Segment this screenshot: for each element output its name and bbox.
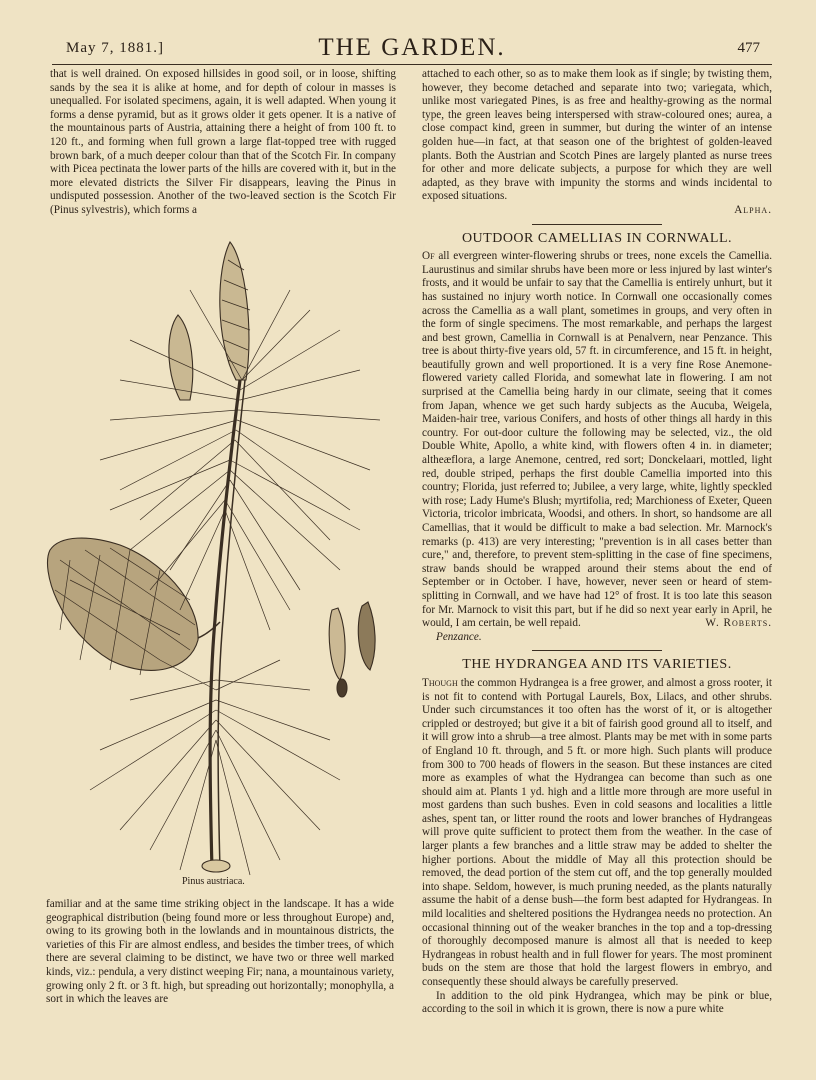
hydrangea-first-word: Though	[422, 676, 458, 689]
divider	[532, 224, 662, 225]
page-header	[52, 34, 772, 65]
hydrangea-body	[422, 677, 772, 990]
right-column	[422, 68, 772, 1017]
camellias-body	[422, 250, 772, 631]
hydrangea-heading: THE HYDRANGEA AND ITS VARIETIES.	[462, 657, 732, 673]
pinus-austriaca-illustration	[40, 230, 400, 880]
left-column-top	[50, 68, 396, 218]
hydrangea-text: the common Hydrangea is a free grower, and almost a gross rooter, it is not fit to contend with Portugal Laurels, Box, Lilacs, and other shrubs. Under such circumstances it too often has the worst of it, or is altogether crippled or destroyed; but give it a bit of fairish good ground all to itself, and it will grow into a shrub—a tree almost. Plants may be met with in some parts of England 10 ft. through, and 5 ft. or more high. Such plants will produce from 300 to 700 heads of flowers in the season. But these instances are cited more as examples of what the Hydrangea can become than such as one should aim at. Plants 1 yd. high and a little more through are more useful in most gardens than such bushes. Even in cold seasons and localities a little ashes, spent tan, or litter round the roots and lower branches of Hydrangeas will prove quite sufficient to protect them from the weather. In the case of larger plants a few branches and a little straw may be added to shelter the higher portions. About the middle of May all this protection should be removed, the dead portion of the stem cut off, and the top generally moulded into shape. Seldom, however, is much pruning needed, as the plants naturally assume the habit of a dense bush—the form best adapted for Hydrangeas. In mild localities and sheltered positions the Hydrangea needs no protection. An occasional thinning out of the weaker branches in the top and a top-dressing of thoroughly decomposed manure is almost all that is needed to keep Hydrangeas in robust health and in full flower for years. The most prominent buds on the stem are those that hold the largest flowers in embryo, and consequently these should always be carefully preserved.	[422, 676, 772, 988]
pine-paragraph-2: familiar and at the same time striking object in the landscape. It has a wide geographical distribution (being found more or less throughout Europe) and, owing to its growing both in the lowlands and in mountainous districts, the varieties of this Fir are almost endless, and besides the timber trees, of which there are several claiming to be distinct, we have two or three well marked kinds, viz.: pendula, a very distinct weeping Fir; nana, a mountainous variety, growing only 2 ft. or 3 ft. high, but spreading out horizontally; monophylla, a sort in which the leaves are	[46, 898, 394, 1006]
header-title: THE GARDEN.	[318, 34, 506, 61]
pine-paragraph-1: that is well drained. On exposed hillsides in good soil, or in loose, shifting sands by the sea it is alike at home, and for depth of colour in masses is unequalled. For isolated specimens, again, it is well adapted. When young it forms a dense pyramid, but as it grows older it gets opener. It is a native of the mountainous parts of Austria, attaining there a height of from 100 ft. to 120 ft., and forming when full grown a large flat-topped tree with rugged brown bark, of a much deeper colour than that of the Scotch Fir. In company with Picea pectinata the lower parts of the hills are covered with it, but in the more elevated districts the Silver Fir disappears, leaving the Pinus in undisputed possession. Another of the two-leaved section is the Scotch Fir (Pinus sylvestris), which forms a	[50, 68, 396, 216]
left-column-bottom	[46, 898, 394, 1007]
place-line	[422, 631, 772, 645]
place-name: Penzance.	[436, 630, 482, 643]
camellias-text: all evergreen winter-flowering shrubs or trees, none excels the Camellia. Laurustinus and similar shrubs have been more or less injured by last winter's frosts, and it would be unfair to say that the Camellia is entirely unhurt, but it has sustained no injury worth notice. In Cornwall one occasionally comes across the Camellia as a wall plant, sometimes in groups, and very often in the form of single specimens. The most remarkable, and perhaps the largest and best grown, Camellia in Cornwall is at Penalvern, near Penzance. This tree is about thirty-five years old, 57 ft. in circumference, and 15 ft. in height, beautifully grown and well proportioned. It is a very fine Rose Anemone-flowered variety called Florida, and somewhat late in flowering. I am not surprised at the Camellia being hardy in our climate, seeing that it comes from Japan, whence we get such hardy subjects as the Aucuba, Weigela, Maiden-hair tree, various Conifers, and hosts of other things all hardy in this country. For out-door culture the following may be selected, viz., the old Double White, Apollo, a white kind, with flowers often 4 in. in diameter; altheæflora, a large Anemone, centred, red sort; Donckelaari, mottled, light red, double striped, perhaps the first double Camellia imported into this country; Florida, just referred to; Jubilee, a very large, white, lightly speckled with rose; Lady Hume's Blush; myrtifolia, red; Marchioness of Exeter, Queen Victoria, tricolor imbricata, Woodsi, and others. In short, so handsome are all Camellias, that it would be difficult to make a bad selection. Mr. Marnock's remarks (p. 413) are very interesting; "prevention is in all cases better than cure," and, therefore, to prevent stem-splitting in the case of fine specimens, straw bands should be wrapped around their stems about the end of September or in October. I have, however, never seen or heard of stem-splitting in Cornwall, and we have had 12° of frost. It is too late this season for Mr. Marnock to visit this part, but if he did so next year early in April, he would, I am certain, be well repaid.	[422, 250, 772, 630]
camellias-first-word: Of	[422, 250, 435, 263]
header-date: May 7, 1881.]	[66, 40, 164, 56]
camellias-heading: OUTDOOR CAMELLIAS IN CORNWALL.	[461, 230, 733, 246]
alpha-signature: Alpha.	[734, 203, 772, 216]
roberts-signature: W. Roberts.	[705, 617, 772, 630]
figure-caption: Pinus austriaca.	[182, 876, 245, 887]
pine-continuation: attached to each other, so as to make them look as if single; by twisting them, however, they become detached and separate into two; variegata, which, unlike most variegated Pines, is as free and healthy-growing as the normal type, the green leaves being interspersed with straw-coloured ones; aurea, a close compact kind, green in summer, but during the winter of an intense golden hue—in fact, at that season one of the brightest of golden-leaved plants. Both the Austrian and Scotch Pines are largely planted as nurse trees for other and more delicate subjects, a purpose for which they are well adapted, as they brave with impunity the storms and winds incidental to exposed situations.	[422, 68, 772, 203]
hydrangea-body-2: In addition to the old pink Hydrangea, which may be pink or blue, according to the soil in which it is grown, there is now a pure white	[422, 989, 772, 1016]
page-number: 477	[737, 40, 760, 56]
divider-2	[532, 650, 662, 651]
